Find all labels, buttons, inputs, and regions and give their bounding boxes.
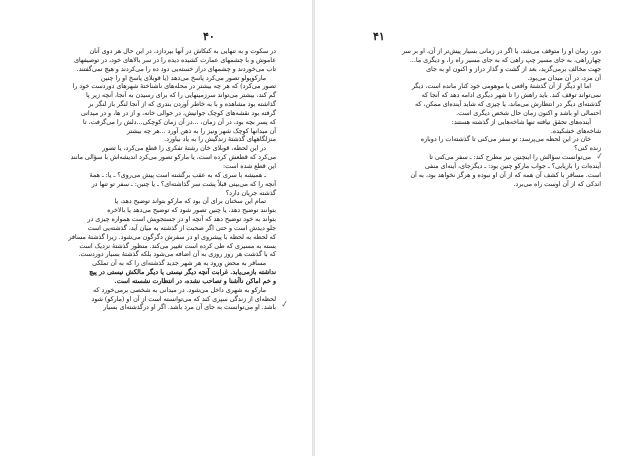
text-line: مارکو به شهری داخل می‌شود. در میدانی به شخصی برمی‌خورد که: [92, 286, 266, 294]
text-line: گذشته‌ای دیگر در انتظارش می‌ماند، یا چیزی که شاید آینده‌ای ممکن، که: [415, 101, 601, 109]
text-line: گرفته بود نقشه‌های کوچک جوانیش، در حوالی خانه، و از در ها، و در میدانی: [80, 109, 276, 117]
text-line: احتمالی او باشد و اکنون زمان حال شخص دیگری است.: [456, 109, 601, 117]
text-line: گذشته جریان دارد؟: [225, 189, 276, 197]
text-line: گم کند، بیشتر می‌تواند سرزمینهایی را که برای رسیدن به آنجا، آنچه زیر پا: [85, 92, 276, 100]
text-line: زنده کنی؟: [574, 145, 601, 153]
text-line: می‌کرد که قطعش کرده است، یا مارکو تصور می‌کرد اندیشه‌اش با سؤالی مانند: [70, 154, 276, 162]
text-line: ـ همیشه با سری که به عقب برگشته است پیش می‌روی؟ ـ یا: ـ همهٔ: [89, 171, 266, 179]
right-page: [315, 0, 629, 456]
text-line: است. مسافر با کشف آن همه که از آن او نبوده و هرگز نخواهد بود، به آن: [410, 171, 601, 179]
text-line: بتواند به خود توضیح دهد که آنچه او در جستجویش است همواره چیزی در: [87, 216, 276, 224]
text-line: مارکوپولو تصور می‌کرد پاسخ می‌دهد (یا قوبلای پاسخ او را چنین: [100, 74, 266, 82]
text-line: که پسر بچه بود، در آن زمان، ...در آن زمان کوچکی...دلش را می‌گرفت، تا: [82, 118, 276, 126]
text-line: که لحظه به لحظه با پیشروی او در سفرش دگرگون می‌شود. زیرا گذشتهٔ مسافر: [68, 233, 276, 241]
page-number: ۴۰: [203, 30, 215, 43]
text-line: آنچه را که می‌بینی قبلاً پشت سر گذاشته‌ای؟ ـ یا چنین: ـ سفر تو تنها در: [91, 180, 276, 188]
text-line: آینده‌ات را بازیابی؟ ـ جواب مارکو چنین بود: ـ دیگرجای، آینه‌ای منفی: [424, 162, 601, 170]
text-line: عاموش و با چشمهای عمارت کشیده دیده را در سر بالاهای خود، در توصیفهای: [73, 56, 276, 64]
text-line: آن میدانها کوچک شهر ونیز را به ذهن آورد ...هر چه بیشتر: [126, 127, 276, 135]
page-number: ۴۱: [373, 30, 385, 43]
text-line: تمام این سخنان برای آن بود که مارکو بتواند توضیح دهد، یا: [114, 198, 266, 206]
pencil-checkmark-icon: ✓: [280, 299, 290, 311]
text-line: اما او دیگر از آن گذشتهٔ واقعی یا موهومی خود کنار مانده است، دیگر: [411, 83, 591, 91]
text-line: خان در این لحظه می‌پرسد: تو سفر می‌کنی تا گذشته‌ات را دوباره: [420, 136, 591, 144]
text-line: می‌توانست سؤالش را اینچنین نیز مطرح کند: ـ سفر می‌کنی تا: [429, 154, 591, 162]
text-line: بسته به مسیری که طی کرده است تغییر می‌کند. منظور گذشتهٔ نزدیک است: [79, 242, 276, 250]
text-line: در سکوت و به تنهایی به کنکاش در آنها بپردازد، در این حال هر دوی آنان: [89, 48, 276, 55]
text-line: تصور می‌کرد) که هر چه بیشتر در محله‌های ناشناختهٔ شهرهای دوردست خود را: [72, 83, 276, 91]
text-line: آن مرد، در آن میدان می‌بود.: [527, 74, 601, 82]
text-line: مسافر به محض ورود به هر شهر جدید گذشته‌ای را که به آن تملکی: [92, 260, 266, 268]
text-line: در این لحظه، قوبلای خان رشتهٔ تفکری را قطع می‌کرد، یا تصور: [102, 145, 266, 153]
page-body: [30, 48, 276, 313]
text-line: جلو دیدش است و حتی اگر صحبت از گذشته به میان آید، گذشته‌یی است: [87, 224, 276, 232]
text-line: لحظه‌ای از زندگی سپری کند که می‌توانسته است از آن او (مارکو) شود: [91, 295, 276, 303]
text-line: نمی‌تواند توقف کند. باید راهش را تا شهر دیگری ادامه دهد که آنجا که: [421, 92, 601, 100]
text-line: دور، زمان او را متوقف می‌شد، یا اگر در زمانی بسیار پیش‌تر از آن، او بر سر: [402, 48, 601, 55]
text-line: گذاشته بود مشاهده و با به خاطر آوردن بندری که از آنجا لنگر باز لنگر بر: [88, 101, 276, 109]
pencil-checkmark-icon: ✓: [595, 151, 605, 163]
text-line: جهت مخالف برمی‌گزید، بعد از گشت و گذار دراز و اکنون او به جای: [426, 65, 601, 73]
text-line: منزلگاههای گذشتهٔ زندگیش را به یاد بیاورد.: [164, 136, 276, 144]
text-line: که با گذشت هر روز روزی به آن اضافه می‌شود بلکه گذشتهٔ بسیار دوردست.: [78, 251, 276, 259]
text-line: باشد. او می‌توانست به جای آن مرد باشد. اگر او درگذشته‌ای بسیار: [103, 304, 276, 312]
text-line: تاب می‌خوردند و چشمهای دراز خسته‌یی دود ده را می‌کردند و هیچ نمی‌گفتند.: [76, 65, 276, 73]
text-line: چهارراهی، به جای مسیر چپ راهی که به جای مسیر راه را، و دیگری ما...: [409, 56, 601, 64]
left-page: [0, 0, 312, 456]
text-line: شاخه‌های خشکیده.: [550, 127, 601, 135]
text-line: اندکی که از آن اوست راه می‌برد.: [513, 180, 601, 188]
text-line: نداشته بازمی‌یابد. غرابت آنچه دیگر نیستی یا دیگر مالکش نیستی در پیچ: [89, 269, 276, 277]
text-line: و خم اماکن ناآشنا و تصاحب نشده، در انتظارت نشسته است.: [114, 277, 276, 285]
page-body: [349, 48, 601, 190]
text-line: آینده‌های تحقق نیافته تنها شاخه‌هایی از گذشته هستند:: [451, 118, 591, 126]
text-line: بتوانند توضیح دهد، یا چنین تصور شود که توضیح می‌دهد یا بالاخره: [107, 207, 276, 215]
text-line: این قطع شده است:: [222, 162, 276, 170]
